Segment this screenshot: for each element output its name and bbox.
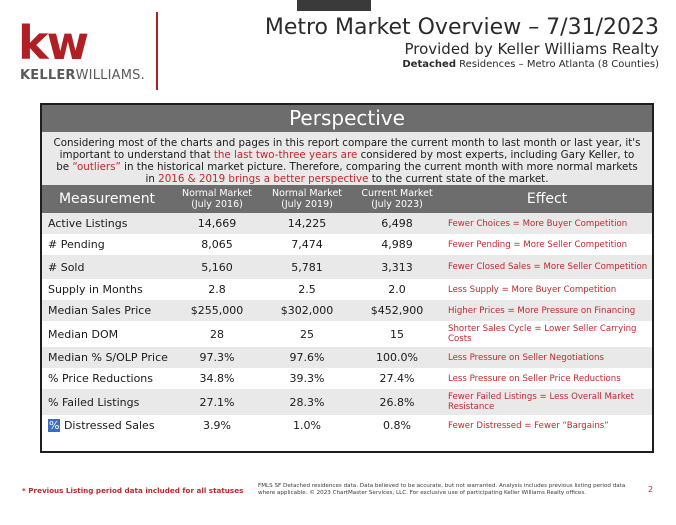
header-measurement: Measurement — [58, 191, 156, 207]
report-title: Metro Market Overview – 7/31/2023 — [264, 15, 659, 40]
comparison-table — [42, 185, 652, 436]
perspective-panel — [40, 103, 654, 453]
header-2016: Normal Market (July 2016) — [181, 188, 253, 210]
kw-logo-mark: kw — [18, 16, 88, 70]
perspective-intro: Considering most of the charts and pages in this report compare the current month to last month or last year, it's important to understand that the last two-three years are considered by most experts, including Gary Keller, to be “outliers” in the historical market picture. Therefore, comparing the current month with more normal markets in 2016 & 2019 brings a better perspective to the current state of the market. — [42, 132, 652, 185]
report-subtitle: Provided by Keller Williams Realty — [404, 40, 659, 58]
perspective-title: Perspective — [42, 105, 652, 132]
table-row: # Sold 5,160 5,781 3,313 Fewer Closed Sales = More Seller Competition — [42, 255, 652, 279]
report-scope: Detached Residences – Metro Atlanta (8 Counties) — [402, 59, 659, 70]
page-number: 2 — [648, 485, 654, 494]
table-row: # Pending 8,065 7,474 4,989 Fewer Pending = More Seller Competition — [48, 238, 628, 251]
header-divider — [156, 12, 158, 90]
table-row: % Failed Listings 27.1% 28.3% 26.8% Fewer Failed Listings = Less Overall Market Resistance — [42, 389, 652, 415]
header-2023: Current Market (July 2023) — [361, 188, 433, 210]
table-row: % Distressed Sales 3.9% 1.0% 0.8% Fewer Distressed = Fewer “Bargains” — [49, 419, 609, 432]
table-header-row — [42, 185, 652, 213]
table-row: Supply in Months 2.8 2.5 2.0 Less Supply = More Buyer Competition — [48, 283, 617, 296]
table-row: Median DOM 28 25 15 Shorter Sales Cycle = Lower Seller Carrying Costs — [48, 324, 637, 344]
top-tab-bar — [297, 0, 371, 11]
kw-logo — [14, 16, 154, 90]
table-row: Median % S/OLP Price 97.3% 97.6% 100.0% Less Pressure on Seller Negotiations — [42, 347, 652, 368]
table-row: Median Sales Price $255,000 $302,000 $452,900 Higher Prices = More Pressure on Financing — [42, 300, 652, 321]
kw-logo-wordmark: KELLERWILLIAMS. — [20, 68, 145, 83]
report-header — [265, 15, 659, 71]
table-row: Active Listings 14,669 14,225 6,498 Fewer Choices = More Buyer Competition — [42, 213, 652, 234]
header-effect: Effect — [526, 191, 568, 207]
header-2019: Normal Market (July 2019) — [271, 188, 343, 210]
footer-note: * Previous Listing period data included for all statuses — [22, 486, 244, 495]
footer-disclaimer: FMLS SF Detached residences data. Data believed to be accurate, but not warranted. Analysis includes previous listing period data where applicable. © 2023 ChartMaster Services, LLC. For exclusive use of participating Keller Williams Realty offices. — [258, 483, 626, 496]
table-row: % Price Reductions 34.8% 39.3% 27.4% Less Pressure on Seller Price Reductions — [48, 372, 621, 385]
